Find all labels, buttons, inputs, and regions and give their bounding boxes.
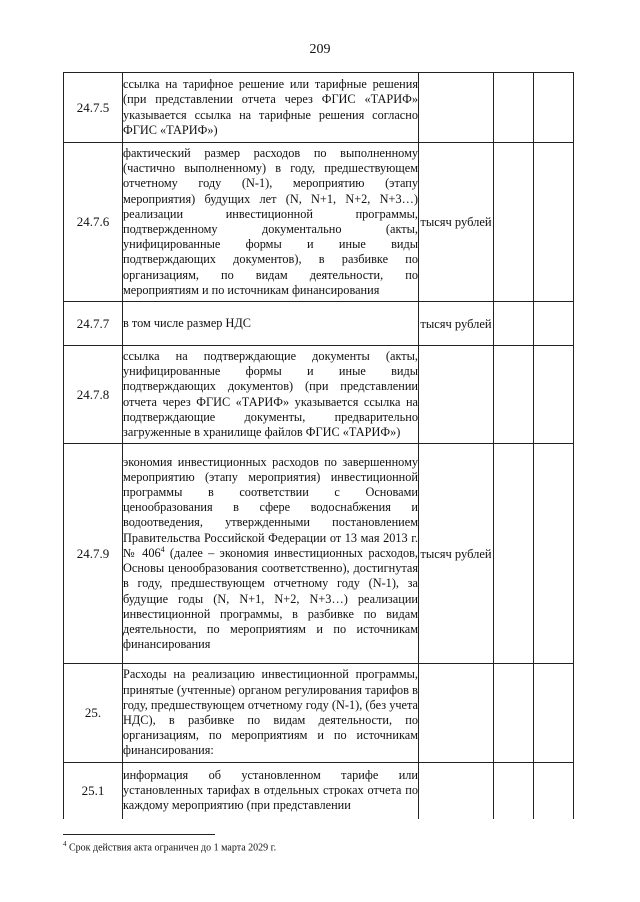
empty-cell [534, 664, 574, 763]
footnote-text: Срок действия акта ограничен до 1 марта 2029 г. [66, 842, 277, 854]
row-unit [419, 763, 494, 819]
row-number: 25. [64, 664, 123, 763]
row-description: Расходы на реализацию инвестиционной программы, принятые (учтенные) органом регулирования тарифов в году, предшествующем отчетному году (N-1), (без учета НДС), в разбивке по видам деятельности, по организациям, по мероприятиям и по источникам финансирования: [123, 664, 419, 763]
footnote [63, 840, 276, 853]
table-row [64, 143, 574, 302]
row-unit [419, 346, 494, 444]
row-description: информация об установленном тарифе или установленных тарифах в отдельных строках отчета по каждому мероприятию (при представлении [123, 763, 419, 819]
row-description: фактический размер расходов по выполненному (частично выполненному) в году, предшествующем отчетному году (N-1), мероприятию (этапу мероприятия) будущих лет (N, N+1, N+2, N+3…) реализации инвестиционной программы, подтвержденному документально (акты, унифицированные формы и иные виды подтверждающих документов), в разбивке по организациям, по видам деятельности, по мероприятиям и по источникам финансирования [123, 143, 419, 302]
report-table [63, 72, 574, 819]
row-description [123, 444, 419, 664]
description-text: (далее – экономия инвестиционных расходов, Основы ценообразования соответственно), достигнутая в году, предшествующем отчетному году (N-1), за будущие годы (N, N+1, N+2, N+3…) реализации инвестиционной программы, в разбивке по видам деятельности, по мероприятиям и по источникам финансирования [123, 545, 418, 652]
empty-cell [494, 346, 534, 444]
row-unit: тысяч рублей [419, 143, 494, 302]
empty-cell [534, 444, 574, 664]
empty-cell [534, 763, 574, 819]
table-row [64, 444, 574, 664]
row-unit [419, 664, 494, 763]
row-number: 24.7.6 [64, 143, 123, 302]
row-number: 24.7.5 [64, 73, 123, 143]
footnote-mark: 4 [63, 840, 67, 848]
empty-cell [534, 346, 574, 444]
empty-cell [494, 143, 534, 302]
row-unit [419, 73, 494, 143]
row-description: в том числе размер НДС [123, 302, 419, 346]
empty-cell [534, 302, 574, 346]
row-number: 24.7.8 [64, 346, 123, 444]
row-unit: тысяч рублей [419, 444, 494, 664]
row-description: ссылка на подтверждающие документы (акты, унифицированные формы и иные виды подтверждающих документов) (при представлении отчета через ФГИС «ТАРИФ» указывается ссылка на подтверждающие документы, предварительно загруженные в хранилище файлов ФГИС «ТАРИФ») [123, 346, 419, 444]
row-unit: тысяч рублей [419, 302, 494, 346]
table-row [64, 664, 574, 763]
row-number: 24.7.7 [64, 302, 123, 346]
table-row [64, 346, 574, 444]
empty-cell [494, 763, 534, 819]
empty-cell [534, 73, 574, 143]
description-text: экономия инвестиционных расходов по завершенному мероприятию (этапу мероприятия) инвестиционной программы в соответствии с Основами ценообразования в сфере водоснабжения и водоотведения, утвержденными постановлением Правительства Российской Федерации от 13 мая 2013 г. № 406 [123, 454, 418, 560]
table-row [64, 763, 574, 819]
empty-cell [494, 664, 534, 763]
empty-cell [534, 143, 574, 302]
row-number: 25.1 [64, 763, 123, 819]
empty-cell [494, 444, 534, 664]
page-number: 209 [309, 42, 331, 57]
table-row [64, 302, 574, 346]
row-description: ссылка на тарифное решение или тарифные решения (при представлении отчета через ФГИС «ТАРИФ» указывается ссылка на тарифные решения согласно ФГИС «ТАРИФ») [123, 73, 419, 143]
empty-cell [494, 302, 534, 346]
empty-cell [494, 73, 534, 143]
footnote-divider [63, 834, 215, 835]
row-number: 24.7.9 [64, 444, 123, 664]
footnote-reference: 4 [160, 544, 165, 554]
table-row [64, 73, 574, 143]
